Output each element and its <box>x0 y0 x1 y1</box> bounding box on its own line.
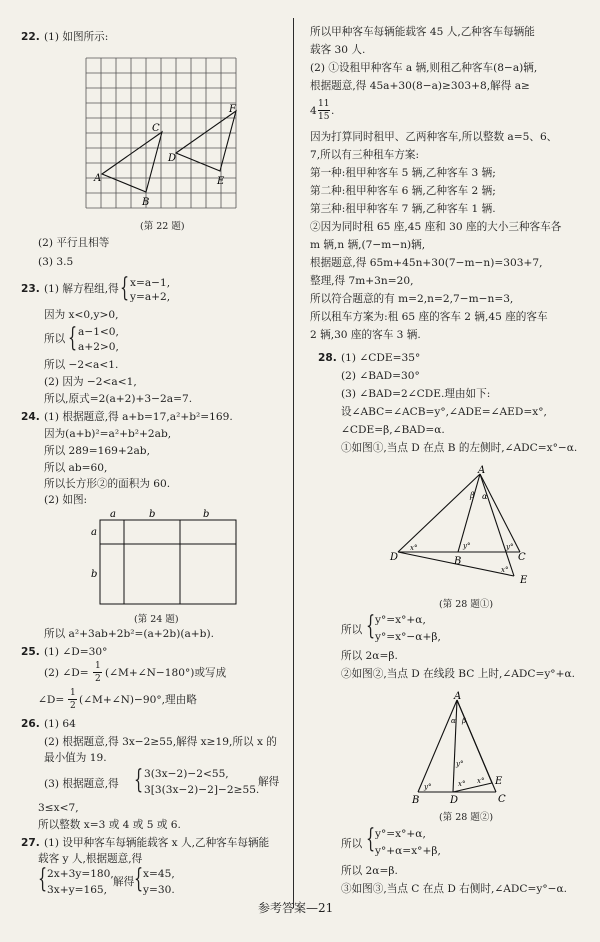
q25-line2b: (∠M+∠N−180°)或写成 <box>105 667 227 679</box>
q25-frac2-den: 2 <box>70 701 76 711</box>
label-beta: β <box>462 717 467 725</box>
q25-frac-num: 1 <box>95 661 101 671</box>
q25-line3: ∠D= <box>38 694 65 706</box>
q27-mixed-dot: . <box>331 105 335 117</box>
label-D: D <box>168 153 177 164</box>
q26-line6: 所以整数 x=3 或 4 或 5 或 6. <box>38 819 181 831</box>
label-D: D <box>450 795 459 806</box>
q27-cont-8: 第一种:租甲种客车 5 辆,乙种客车 3 辆; <box>310 167 496 179</box>
label-top-b1: b <box>149 509 156 520</box>
brace: { <box>120 273 130 303</box>
q26-system-a: 3(3x−2)−2<55, <box>144 768 229 780</box>
q23-system2-a: a−1<0, <box>78 326 119 338</box>
label-left-a: a <box>91 527 97 538</box>
q28-line2: (2) ∠BAD=30° <box>341 370 420 382</box>
label-x-e: x° <box>477 777 485 785</box>
q24-line4: 所以 ab=60, <box>44 462 108 474</box>
q24-number: 24. <box>21 411 40 423</box>
q27-solve-label: 解得 <box>113 876 135 888</box>
q26-line3: 最小值为 19. <box>44 752 107 764</box>
page-footer: 参考答案—21 <box>258 901 334 915</box>
q25-frac-den: 2 <box>95 674 101 684</box>
q28-line5: ∠CDE=β,∠BAD=α. <box>341 424 445 436</box>
label-left-b: b <box>91 569 98 580</box>
q23-line3: 所以 −2<a<1. <box>44 359 119 371</box>
q23-line4: (2) 因为 −2<a<1, <box>44 376 137 388</box>
q27-line1: (1) 设甲种客车每辆能载客 x 人,乙种客车每辆能 <box>44 837 270 849</box>
q23-system2-b: a+2>0, <box>78 341 119 353</box>
q27-cont-9: 第二种:租甲种客车 6 辆,乙种客车 2 辆; <box>310 185 496 197</box>
q28-caption-2: (第 28 题②) <box>439 812 494 823</box>
q23-line2: 因为 x<0,y>0, <box>44 309 119 321</box>
q28-line8: ②如图②,当点 D 在线段 BC 上时,∠ADC=y°+α. <box>341 668 575 680</box>
label-A: A <box>454 691 462 702</box>
q24-line3: 所以 289=169+2ab, <box>44 445 150 457</box>
label-D: D <box>390 552 399 563</box>
q28-caption-1: (第 28 题①) <box>439 599 494 610</box>
q25-line1: (1) ∠D=30° <box>44 646 108 658</box>
q23-system2-prefix: 所以 <box>44 333 66 345</box>
q24-line5: 所以长方形②的面积为 60. <box>44 478 171 490</box>
q24-line6: (2) 如图: <box>44 494 88 506</box>
q25-frac2-num: 1 <box>70 688 76 698</box>
q28-line10: ③如图③,当点 C 在点 D 右侧时,∠ADC=y°−α. <box>341 883 568 895</box>
q22-line1: (1) 如图所示: <box>44 31 109 43</box>
label-y-b: y° <box>424 783 432 791</box>
q24-caption: (第 24 题) <box>134 614 179 625</box>
q27-cont-10: 第三种:租甲种客车 7 辆,乙种客车 1 辆. <box>310 203 496 215</box>
q26-line4: (3) 根据题意,得 <box>44 778 119 790</box>
q28-sys1-a: y°=x°+α, <box>375 614 426 626</box>
label-x-d: x° <box>458 780 466 788</box>
column-divider <box>293 18 294 908</box>
q27-cont-1: 所以甲种客车每辆能载客 45 人,乙种客车每辆能 <box>310 26 535 38</box>
q27-cont-6: 因为打算同时租甲、乙两种客车,所以整数 a=5、6、 <box>310 131 558 143</box>
q23-number: 23. <box>21 283 40 295</box>
brace: { <box>68 323 78 353</box>
q28-pre2: 所以 <box>341 838 363 850</box>
q27-result-a: x=45, <box>143 868 175 880</box>
triangle-abc <box>102 132 162 192</box>
label-alpha: α <box>482 492 488 501</box>
q24-line2: 因为(a+b)²=a²+b²+2ab, <box>44 428 172 440</box>
q28-line9: 所以 2α=β. <box>341 865 398 877</box>
q27-line2: 载客 y 人,根据题意,得 <box>38 853 143 865</box>
q23-system1-b: y=a+2, <box>130 291 171 303</box>
q27-system-b: 3x+y=165, <box>47 884 108 896</box>
label-E: E <box>217 176 225 187</box>
q27-cont-16: 所以租车方案为:租 65 座的客车 2 辆,45 座的客车 <box>310 311 548 323</box>
label-E: E <box>520 575 528 586</box>
q28-number: 28. <box>318 352 337 364</box>
label-top-b2: b <box>203 509 210 520</box>
q28-pre1: 所以 <box>341 624 363 636</box>
q28-sys2-b: y°+α=x°+β, <box>375 845 441 857</box>
label-x-e: x° <box>501 566 509 574</box>
q27-cont-12: m 辆,n 辆,(7−m−n)辆, <box>310 239 426 251</box>
label-C: C <box>518 552 526 563</box>
q27-mixed-num: 11 <box>318 99 330 109</box>
label-y-b: y° <box>463 542 471 550</box>
q24-line7: 所以 a²+3ab+2b²=(a+2b)(a+b). <box>44 628 214 640</box>
brace: { <box>134 765 144 795</box>
label-alpha: α <box>451 717 456 725</box>
label-C: C <box>152 123 160 134</box>
label-A: A <box>478 465 486 476</box>
q27-cont-17: 2 辆,30 座的客车 3 辆. <box>310 329 421 341</box>
q27-cont-7: 7,所以有三种租车方案: <box>310 149 420 161</box>
label-y-mid: y° <box>456 760 464 768</box>
brace: { <box>366 824 376 854</box>
q28-line1: (1) ∠CDE=35° <box>341 352 421 364</box>
q26-line4b: 解得 <box>258 776 280 788</box>
q25-line2: (2) ∠D= <box>44 667 89 679</box>
label-B: B <box>454 556 462 567</box>
label-B: B <box>412 795 420 806</box>
q26-system-b: 3[3(3x−2)−2]−2≥55. <box>144 784 260 796</box>
q24-line1: (1) 根据题意,得 a+b=17,a²+b²=169. <box>44 411 233 423</box>
q28-line3: (3) ∠BAD=2∠CDE.理由如下: <box>341 388 491 400</box>
q27-system-a: 2x+3y=180, <box>47 868 114 880</box>
brace: { <box>366 611 376 641</box>
q27-cont-15: 所以符合题意的有 m=2,n=2,7−m−n=3, <box>310 293 514 305</box>
label-y-c: y° <box>506 543 514 551</box>
q23-line1: (1) 解方程组,得 <box>44 283 119 295</box>
q27-cont-11: ②因为同时租 65 座,45 座和 30 座的大小三种客车各 <box>310 221 562 233</box>
brace: { <box>134 864 144 894</box>
q27-cont-4: 根据题意,得 45a+30(8−a)≥303+8,解得 a≥ <box>310 80 530 92</box>
q22-number: 22. <box>21 31 40 43</box>
q27-cont-14: 整理,得 7m+3n=20, <box>310 275 414 287</box>
q26-number: 26. <box>21 718 40 730</box>
q25-line3b: (∠M+∠N)−90°,理由略 <box>79 694 197 706</box>
q27-mixed-den: 15 <box>318 112 330 122</box>
q28-figure-1 <box>384 466 534 590</box>
q27-number: 27. <box>21 837 40 849</box>
label-B: B <box>142 197 150 208</box>
q22-line3: (3) 3.5 <box>38 256 74 268</box>
label-E: E <box>495 776 503 787</box>
q23-system1-a: x=a−1, <box>130 277 171 289</box>
label-F: F <box>229 104 236 115</box>
q28-figure-2 <box>410 690 510 806</box>
q28-line6: ①如图①,当点 D 在点 B 的左侧时,∠ADC=x°−α. <box>341 442 578 454</box>
q22-caption: (第 22 题) <box>140 221 185 232</box>
q27-cont-13: 根据题意,得 65m+45n+30(7−m−n)=303+7, <box>310 257 543 269</box>
q28-line4: 设∠ABC=∠ACB=y°,∠ADE=∠AED=x°, <box>341 406 547 418</box>
label-A: A <box>94 173 102 184</box>
q27-result-b: y=30. <box>143 884 175 896</box>
q28-line7: 所以 2α=β. <box>341 650 398 662</box>
q27-cont-2: 载客 30 人. <box>310 44 366 56</box>
q28-sys1-b: y°=x°−α+β, <box>375 631 441 643</box>
label-beta: β <box>470 491 475 500</box>
q23-line5: 所以,原式=2(a+2)+3−2a=7. <box>44 393 193 405</box>
q27-cont-3: (2) ①设租甲种客车 a 辆,则租乙种客车(8−a)辆, <box>310 62 538 74</box>
label-x-d: x° <box>410 544 418 552</box>
q28-sys2-a: y°=x°+α, <box>375 828 426 840</box>
q27-mixed-whole: 4 <box>310 105 317 117</box>
q22-line2: (2) 平行且相等 <box>38 237 110 249</box>
brace: { <box>38 864 48 894</box>
q26-line5: 3≤x<7, <box>38 802 79 814</box>
label-C: C <box>498 794 506 805</box>
q22-grid-figure <box>86 58 238 212</box>
label-top-a: a <box>110 509 116 520</box>
q26-line1: (1) 64 <box>44 718 76 730</box>
q26-line2: (2) 根据题意,得 3x−2≥55,解得 x≥19,所以 x 的 <box>44 736 277 748</box>
q24-rectangle-figure <box>90 506 240 606</box>
q25-number: 25. <box>21 646 40 658</box>
